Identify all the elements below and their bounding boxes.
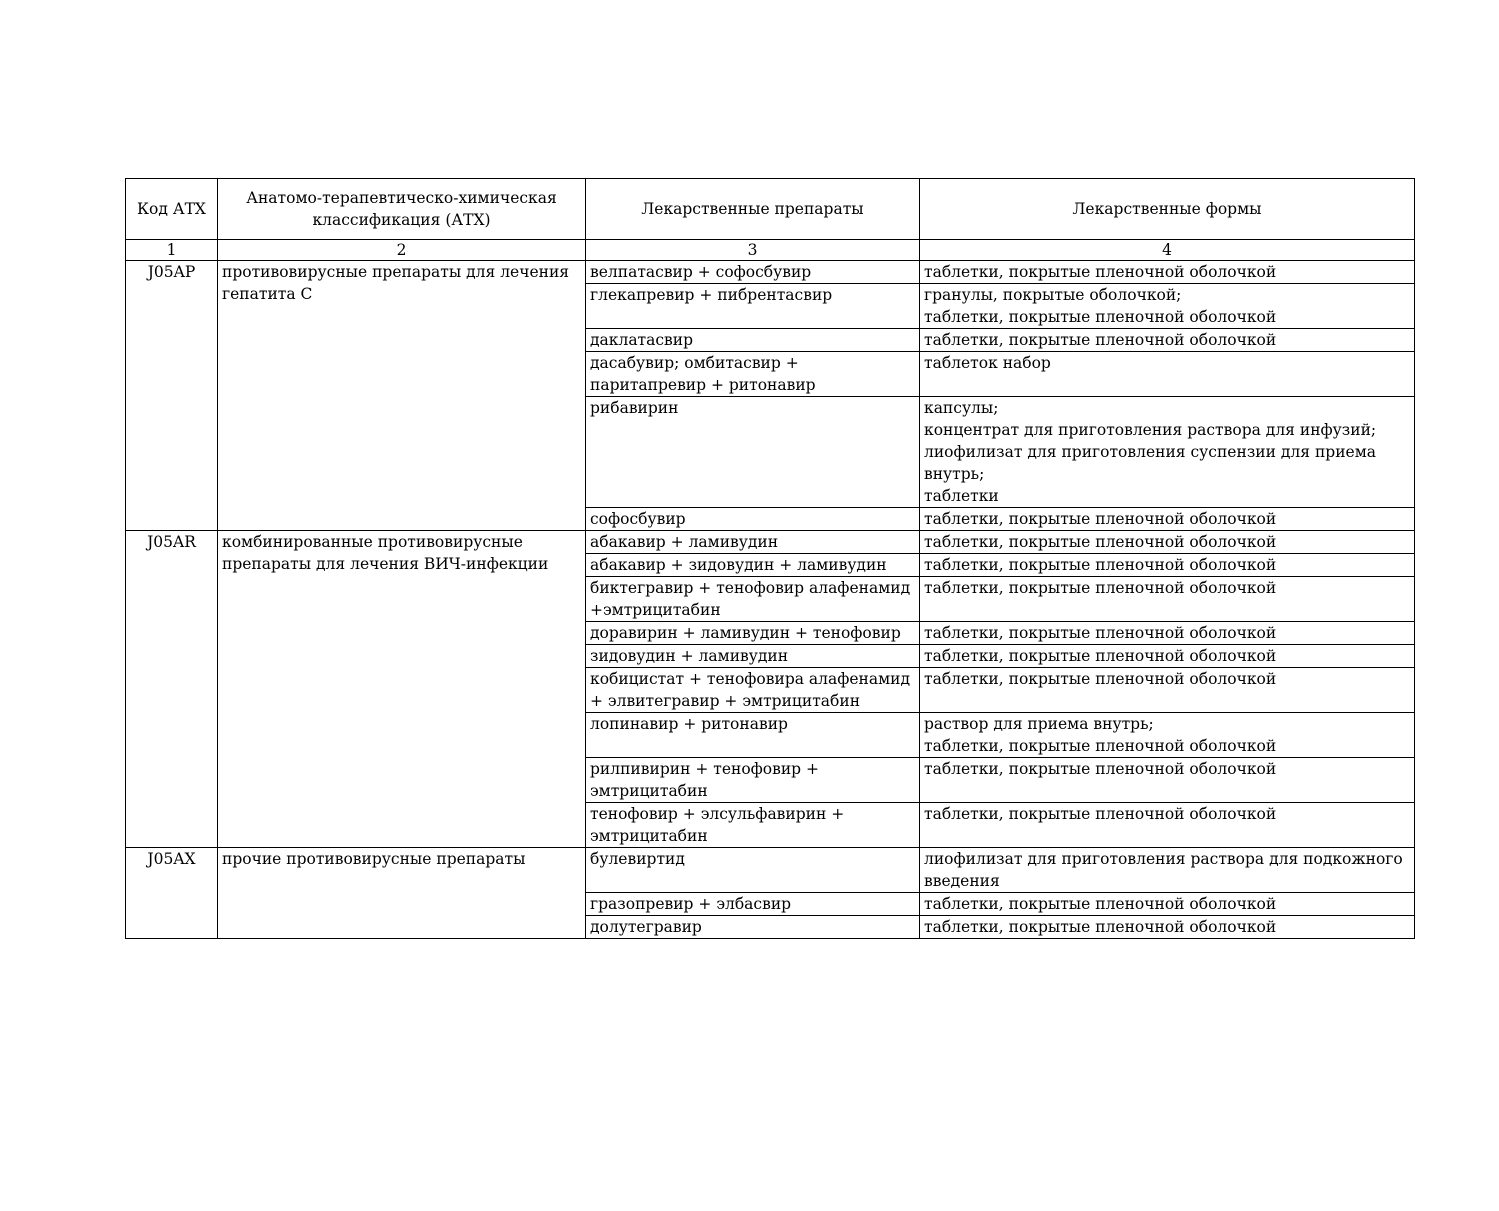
dosage-form-line: таблетки, покрытые пленочной оболочкой [924, 760, 1277, 778]
header-dosage-forms: Лекарственные формы [920, 179, 1415, 240]
column-number: 1 [126, 240, 218, 261]
drug-name-cell: софосбувир [586, 508, 920, 531]
dosage-forms-cell [920, 508, 1415, 531]
atc-drug-table [125, 178, 1415, 939]
dosage-form-line: капсулы; [924, 399, 999, 417]
dosage-form-line: таблетки, покрытые пленочной оболочкой [924, 918, 1277, 936]
drug-name-cell: абакавир + ламивудин [586, 531, 920, 554]
dosage-form-line: лиофилизат для приготовления раствора для подкожного введения [924, 850, 1403, 890]
dosage-forms-cell [920, 329, 1415, 352]
dosage-forms-cell [920, 352, 1415, 397]
drug-name-cell: гразопревир + элбасвир [586, 893, 920, 916]
column-number-row [126, 240, 1415, 261]
dosage-form-line: концентрат для приготовления раствора для инфузий; [924, 421, 1377, 439]
dosage-form-line: таблетки, покрытые пленочной оболочкой [924, 308, 1277, 326]
header-atc-classification: Анатомо-терапевтическо-химическая классификация (АТХ) [218, 179, 586, 240]
drug-name-cell: тенофовир + элсульфавирин + эмтрицитабин [586, 803, 920, 848]
table-header-row [126, 179, 1415, 240]
drug-name-cell: дасабувир; омбитасвир + паритапревир + ритонавир [586, 352, 920, 397]
dosage-form-line: таблетки, покрытые пленочной оболочкой [924, 895, 1277, 913]
table-row [126, 261, 1415, 284]
drug-name-cell: биктегравир + тенофовир алафенамид +эмтрицитабин [586, 577, 920, 622]
dosage-form-line: таблетки, покрытые пленочной оболочкой [924, 263, 1277, 281]
drug-name-cell: рилпивирин + тенофовир + эмтрицитабин [586, 758, 920, 803]
dosage-forms-cell [920, 554, 1415, 577]
drug-name-cell: кобицистат + тенофовира алафенамид + элвитегравир + эмтрицитабин [586, 668, 920, 713]
dosage-form-line: таблетки, покрытые пленочной оболочкой [924, 510, 1277, 528]
table-row [126, 848, 1415, 893]
drug-name-cell: булевиртид [586, 848, 920, 893]
dosage-forms-cell [920, 713, 1415, 758]
dosage-form-line: раствор для приема внутрь; [924, 715, 1154, 733]
dosage-form-line: таблетки, покрытые пленочной оболочкой [924, 331, 1277, 349]
drug-name-cell: велпатасвир + софосбувир [586, 261, 920, 284]
drug-name-cell: глекапревир + пибрентасвир [586, 284, 920, 329]
atc-code-cell: J05AP [126, 261, 218, 531]
dosage-forms-cell [920, 261, 1415, 284]
atc-code-cell: J05AR [126, 531, 218, 848]
dosage-forms-cell [920, 577, 1415, 622]
dosage-form-line: таблеток набор [924, 354, 1051, 372]
dosage-form-line: таблетки, покрытые пленочной оболочкой [924, 805, 1277, 823]
header-atc-code: Код АТХ [126, 179, 218, 240]
dosage-forms-cell [920, 397, 1415, 508]
drug-name-cell: зидовудин + ламивудин [586, 645, 920, 668]
dosage-form-line: таблетки, покрытые пленочной оболочкой [924, 647, 1277, 665]
dosage-form-line: таблетки, покрытые пленочной оболочкой [924, 737, 1277, 755]
dosage-form-line: таблетки [924, 487, 999, 505]
header-drugs: Лекарственные препараты [586, 179, 920, 240]
atc-classification-cell: прочие противовирусные препараты [218, 848, 586, 939]
drug-name-cell: доравирин + ламивудин + тенофовир [586, 622, 920, 645]
table-row [126, 531, 1415, 554]
dosage-form-line: таблетки, покрытые пленочной оболочкой [924, 579, 1277, 597]
dosage-forms-cell [920, 668, 1415, 713]
drug-name-cell: абакавир + зидовудин + ламивудин [586, 554, 920, 577]
dosage-forms-cell [920, 531, 1415, 554]
dosage-forms-cell [920, 803, 1415, 848]
column-number: 4 [920, 240, 1415, 261]
atc-classification-cell: противовирусные препараты для лечения гепатита С [218, 261, 586, 531]
drug-name-cell: лопинавир + ритонавир [586, 713, 920, 758]
dosage-form-line: таблетки, покрытые пленочной оболочкой [924, 624, 1277, 642]
table-body [126, 261, 1415, 939]
drug-name-cell: даклатасвир [586, 329, 920, 352]
dosage-forms-cell [920, 284, 1415, 329]
column-number: 3 [586, 240, 920, 261]
atc-classification-cell: комбинированные противовирусные препараты для лечения ВИЧ-инфекции [218, 531, 586, 848]
atc-code-cell: J05AX [126, 848, 218, 939]
dosage-forms-cell [920, 645, 1415, 668]
dosage-form-line: таблетки, покрытые пленочной оболочкой [924, 556, 1277, 574]
drug-name-cell: рибавирин [586, 397, 920, 508]
dosage-form-line: гранулы, покрытые оболочкой; [924, 286, 1182, 304]
dosage-forms-cell [920, 916, 1415, 939]
dosage-forms-cell [920, 893, 1415, 916]
dosage-forms-cell [920, 848, 1415, 893]
dosage-form-line: таблетки, покрытые пленочной оболочкой [924, 533, 1277, 551]
dosage-forms-cell [920, 622, 1415, 645]
dosage-forms-cell [920, 758, 1415, 803]
dosage-form-line: таблетки, покрытые пленочной оболочкой [924, 670, 1277, 688]
drug-name-cell: долутегравир [586, 916, 920, 939]
dosage-form-line: лиофилизат для приготовления суспензии для приема внутрь; [924, 443, 1377, 483]
column-number: 2 [218, 240, 586, 261]
